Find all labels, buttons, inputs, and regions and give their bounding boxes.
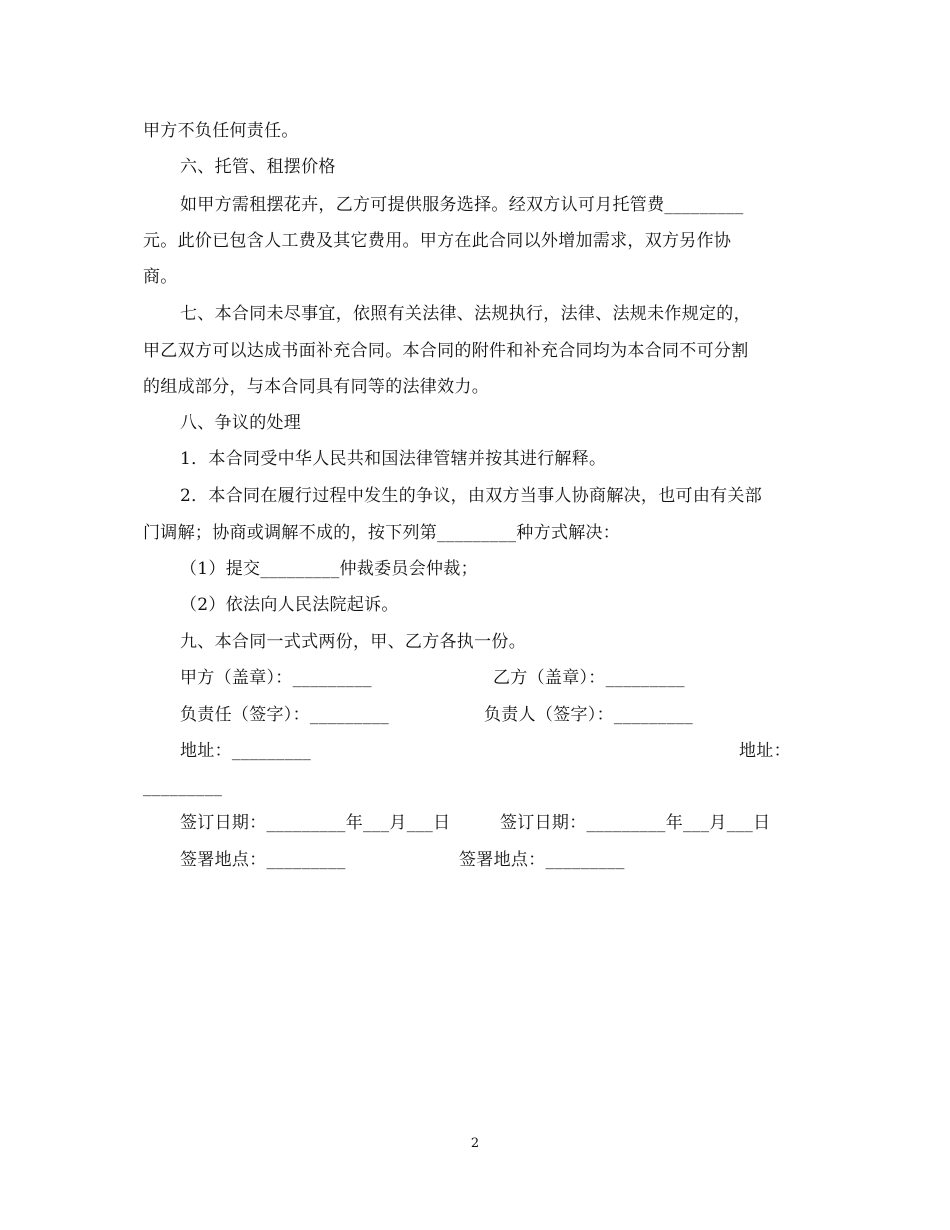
- party-b-sign: 负责人（签字）：_________: [484, 705, 694, 725]
- paragraph-line: 甲乙双方可以达成书面补充合同。本合同的附件和补充合同均为本合同不可分割: [143, 341, 749, 361]
- party-b-seal: 乙方（盖章）：_________: [493, 668, 685, 688]
- party-b-address-label: 地址：: [739, 741, 791, 761]
- paragraph-line: （2）依法向人民法院起诉。: [180, 595, 399, 615]
- party-a-place: 签署地点：_________: [180, 850, 346, 870]
- party-a-sign: 负责任（签字）：_________: [180, 705, 390, 725]
- paragraph-line: 如甲方需租摆花卉，乙方可提供服务选择。经双方认可月托管费_________: [180, 195, 744, 215]
- section-heading: 八、争议的处理: [180, 413, 302, 433]
- page-number: 2: [470, 1136, 480, 1151]
- party-a-address: 地址：_________: [180, 741, 312, 761]
- paragraph-line: 元。此价已包含人工费及其它费用。甲方在此合同以外增加需求，双方另作协: [143, 231, 732, 251]
- party-b-date: 签订日期：_________年___月___日: [500, 813, 771, 833]
- paragraph-line: 商。: [143, 267, 178, 287]
- section-heading: 九、本合同一式式两份，甲、乙方各执一份。: [180, 632, 526, 652]
- paragraph-line: 的组成部分，与本合同具有同等的法律效力。: [143, 377, 489, 397]
- paragraph-line: 甲方不负任何责任。: [143, 121, 299, 141]
- paragraph-line: 七、本合同未尽事宜，依照有关法律、法规执行，法律、法规未作规定的，: [180, 304, 751, 324]
- party-a-date: 签订日期：_________年___月___日: [180, 813, 451, 833]
- paragraph-line: 2．本合同在履行过程中发生的争议，由双方当事人协商解决，也可由有关部: [180, 486, 763, 506]
- party-b-place: 签署地点：_________: [459, 850, 625, 870]
- paragraph-line: 1．本合同受中华人民共和国法律管辖并按其进行解释。: [180, 449, 607, 469]
- paragraph-line: （1）提交_________仲裁委员会仲裁；: [180, 559, 478, 579]
- paragraph-line: 门调解；协商或调解不成的，按下列第_________种方式解决：: [143, 523, 621, 543]
- party-b-address-blank: _________: [143, 777, 223, 797]
- party-a-seal: 甲方（盖章）：_________: [180, 668, 372, 688]
- section-heading: 六、托管、租摆价格: [180, 157, 336, 177]
